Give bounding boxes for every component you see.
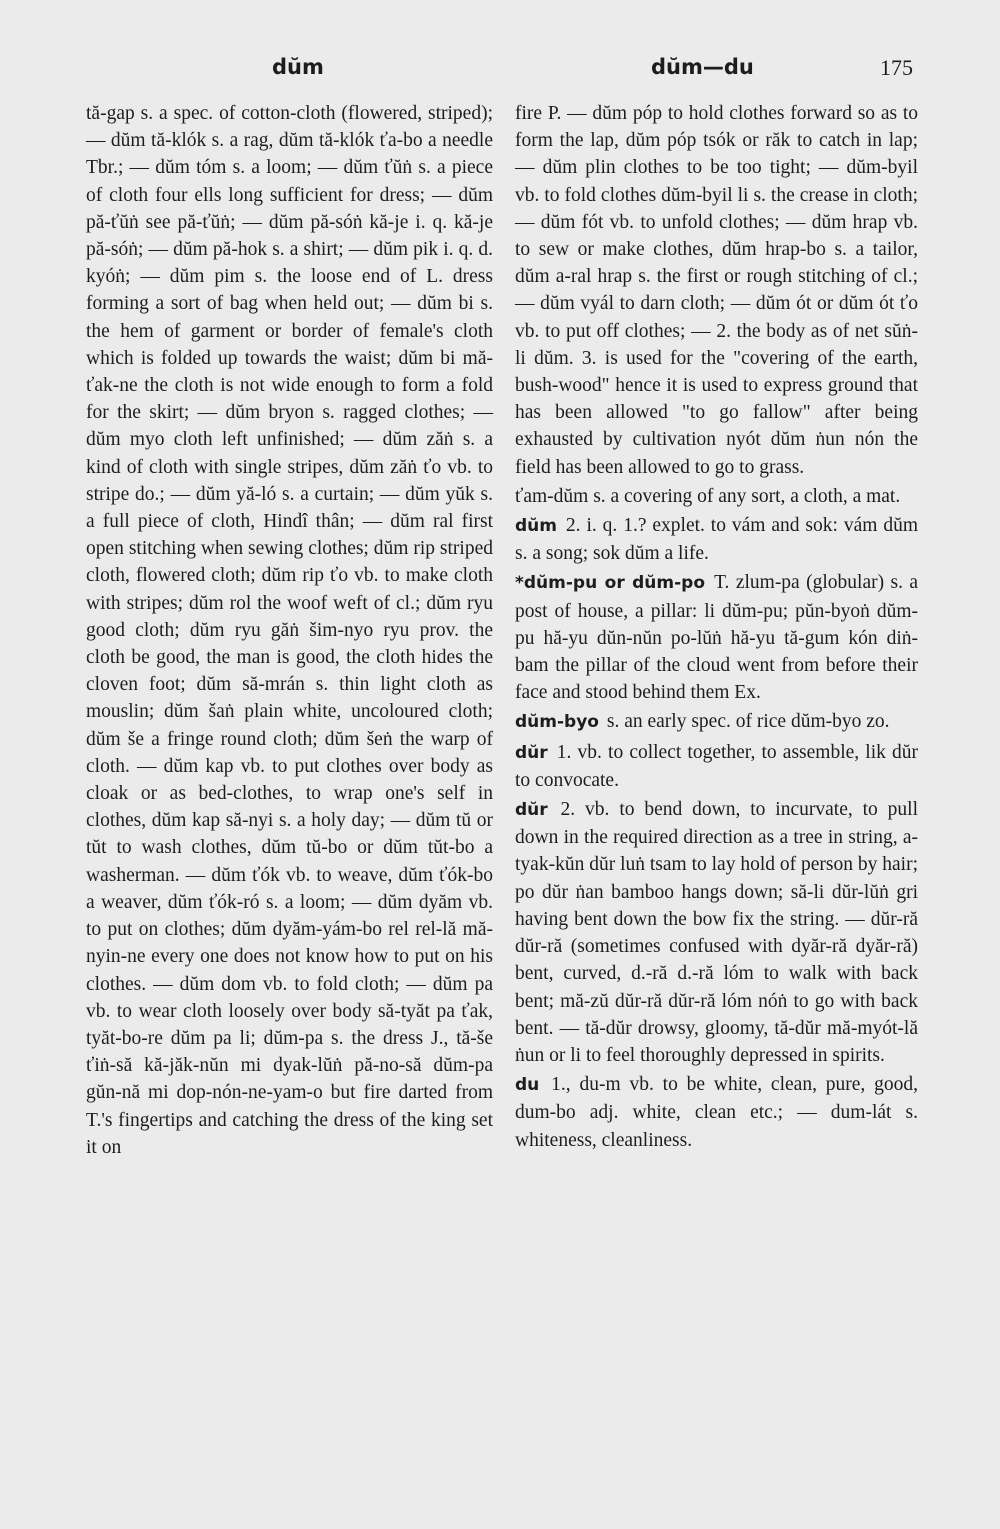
left-column — [86, 100, 493, 1161]
entry-headword: du — [515, 1075, 540, 1096]
entry-headword: dŭr — [515, 800, 548, 821]
entry-text: s. an early spec. of rice dŭm-byo zo. — [606, 711, 890, 733]
entry-text: 2. i. q. 1.? explet. to vám and sok: vám dŭm s. a song; sok dŭm a life. — [515, 515, 918, 565]
dictionary-entry — [515, 1071, 918, 1154]
dictionary-entry — [515, 483, 918, 510]
entry-text: T. zlum-pa (globular) s. a post of house, a pillar: li dŭm-pu; pŭn-byoṅ dŭm-pu hă-yu dŭn-nŭn po-lŭṅ hă-yu tă-gum kón diṅ-bam the pillar of the cloud went from before their face and stood behind them Ex. — [515, 572, 918, 704]
left-running-head: dŭm — [272, 55, 324, 79]
entry-headword: dŭm-byo — [515, 712, 599, 733]
entry-headword: dŭr — [515, 742, 548, 763]
entry-text: 1. vb. to collect together, to assemble, lik dŭr to convocate. — [515, 741, 918, 791]
dictionary-entry — [515, 569, 918, 706]
dictionary-entry — [515, 796, 918, 1069]
entry-headword: *dŭm-pu or dŭm-po — [515, 573, 706, 594]
entry-text: 1., du-m vb. to be white, clean, pure, good, dum-bo adj. white, clean etc.; — dum-lát s. whiteness, cleanliness. — [515, 1074, 919, 1151]
entry-text: 2. vb. to bend down, to incurvate, to pull down in the required direction as a tree in string, a-tyak-kŭn dŭr luṅ tsam to lay hold of person by hair; po dŭr ṅan bamboo hangs down; să-li dŭr-lŭṅ gri having bent down the bow fix the string. — dŭr-ră dŭr-ră (sometimes confused with dyăr-ră dyăr-ră) bent, curved, d.-ră d.-ră lóm to walk with back bent; mă-zŭ dŭr-ră dŭr-ră lóm nóṅ to go with back bent. — tă-dŭr drowsy, gloomy, tă-dŭr mă-myót-lă ṅun or li to feel thoroughly depressed in spirits. — [515, 799, 919, 1066]
dictionary-entry — [515, 739, 918, 794]
page-number: 175 — [880, 55, 913, 80]
page-header — [0, 55, 1000, 85]
right-running-head: dŭm—du — [651, 55, 754, 79]
right-column-intro: fire P. — dŭm póp to hold clothes forward so as to form the lap, dŭm póp tsók or răk to catch in lap; — dŭm plin clothes to be too tight; — dŭm-byil vb. to fold clothes dŭm-byil li s. the crease in cloth; — dŭm fót vb. to unfold clothes; — dŭm hrap vb. to sew or make clothes, dŭm hrap-bo s. a tailor, dŭm a-ral hrap s. the first or rough stitching of cl.; — dŭm vyál to darn cloth; — dŭm ót or dŭm ót ťo vb. to put off clothes; — 2. the body as of net sŭṅ-li dŭm. 3. is used for the "covering of the earth, bush-wood" hence it is used to express ground that has been allowed "to go fallow" after being exhausted by cultivation nyót dŭm ṅun nón the field has been allowed to go to grass. — [515, 103, 918, 478]
entry-text: ťam-dŭm s. a covering of any sort, a cloth, a mat. — [515, 485, 901, 507]
entry-headword: dŭm — [515, 516, 557, 537]
left-column-text: tă-gap s. a spec. of cotton-cloth (flowered, striped); — dŭm tă-klók s. a rag, dŭm tă-klók ťa-bo a needle Tbr.; — dŭm tóm s. a loom; — dŭm ťŭṅ s. a piece of cloth four ells long sufficient for dress; — dŭm pă-ťŭṅ see pă-ťŭṅ; — dŭm pă-sóṅ kă-je i. q. kă-je pă-sóṅ; — dŭm pă-hok s. a shirt; — dŭm pik i. q. d. kyóṅ; — dŭm pim s. the loose end of L. dress forming a sort of bag when held out; — dŭm bi s. the hem of garment or border of female's cloth which is folded up towards the waist; dŭm bi mă-ťak-ne the cloth is not wide enough to form a fold for the skirt; — dŭm bryon s. ragged clothes; — dŭm myo cloth left unfinished; — dŭm zăṅ s. a kind of cloth with single stripes, dŭm zăṅ ťo vb. to stripe do.; — dŭm yă-ló s. a curtain; — dŭm yŭk s. a full piece of cloth, Hindî thân; — dŭm ral first open stitching when sewing clothes; dŭm rip striped cloth, flowered cloth; dŭm rip ťo vb. to make cloth with stripes; dŭm rol the woof weft of cl.; dŭm ryu good cloth; dŭm ryu găṅ šim-nyo ryu prov. the cloth be good, the man is good, the cloth hides the cloven foot; dŭm să-mrán s. thin light cloth as mouslin; dŭm šaṅ plain white, uncoloured cloth; dŭm še a fringe round cloth; dŭm šeṅ the warp of cloth. — dŭm kap vb. to put clothes over body as cloak or as bed-clothes, to wrap one's self in clothes, dŭm kap să-nyi s. a holy day; — dŭm tŭ or tŭt to wash clothes, dŭm tŭ-bo or dŭm tŭt-bo a washerman. — dŭm ťók vb. to weave, dŭm ťók-bo a weaver, dŭm ťók-ró s. a loom; — dŭm dyăm vb. to put on clothes; dŭm dyăm-yám-bo rel rel-lă mă-nyin-ne every one does not know how to put on his clothes. — dŭm dom vb. to fold cloth; — dŭm pa vb. to wear cloth loosely over body să-tyăt pa ťak, tyăt-bo-re dŭm pa li; dŭm-pa s. the dress J., tă-še ťiṅ-să kă-jăk-nŭn mi dyak-lŭṅ pă-no-să dŭm-pa gŭn-nă mi dop-nón-ne-yam-o but fire darted from T.'s fingertips and catching the dress of the king set it on — [86, 103, 493, 1158]
dictionary-entry — [515, 512, 918, 567]
dictionary-entry — [515, 708, 918, 736]
right-column — [515, 100, 918, 1154]
